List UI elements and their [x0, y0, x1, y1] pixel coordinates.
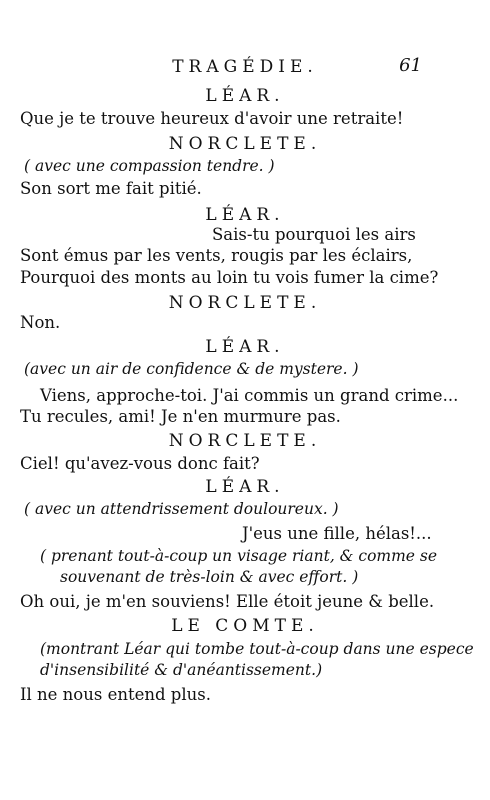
verse-line: Sont émus par les vents, rougis par les éclairs, [20, 246, 413, 265]
verse-line: J'eus une fille, hélas!... [242, 524, 432, 543]
verse-line: Pourquoi des monts au loin tu vois fumer la cime? [20, 268, 439, 287]
verse-line: Que je te trouve heureux d'avoir une retraite! [20, 109, 404, 128]
speaker-lear: LÉAR. [205, 337, 285, 357]
stage-direction: souvenant de très-loin & avec effort. ) [60, 568, 359, 586]
verse-line: Son sort me fait pitié. [20, 179, 202, 198]
stage-direction: d'insensibilité & d'anéantissement.) [40, 661, 323, 679]
speaker-lear: LÉAR. [205, 86, 285, 106]
stage-direction: ( prenant tout-à-coup un visage riant, & comme se [40, 547, 438, 565]
speaker-norclete: NORCLETE. [168, 293, 322, 313]
speaker-lear: LÉAR. [205, 205, 285, 225]
stage-direction: ( avec une compassion tendre. ) [24, 157, 275, 175]
verse-line: Oh oui, je m'en souviens! Elle étoit jeune & belle. [20, 592, 435, 611]
stage-direction: ( avec un attendrissement douloureux. ) [24, 500, 339, 518]
running-title: TRAGÉDIE. [172, 57, 318, 77]
verse-line: Viens, approche-toi. J'ai commis un grand crime... [40, 386, 459, 405]
verse-line: Non. [20, 313, 61, 332]
verse-line: Ciel! qu'avez-vous donc fait? [20, 454, 260, 473]
verse-line: Il ne nous entend plus. [20, 685, 211, 704]
speaker-norclete: NORCLETE. [168, 134, 322, 154]
verse-line: Tu recules, ami! Je n'en murmure pas. [20, 407, 341, 426]
speaker-lear: LÉAR. [205, 477, 285, 497]
stage-direction: (montrant Léar qui tombe tout-à-coup dans une espece [40, 640, 474, 658]
page-number: 61 [399, 55, 422, 76]
stage-direction: (avec un air de confidence & de mystere. ) [24, 360, 359, 378]
verse-line: Sais-tu pourquoi les airs [212, 225, 416, 244]
speaker-le-comte: LE COMTE. [171, 616, 319, 636]
speaker-norclete: NORCLETE. [168, 431, 322, 451]
